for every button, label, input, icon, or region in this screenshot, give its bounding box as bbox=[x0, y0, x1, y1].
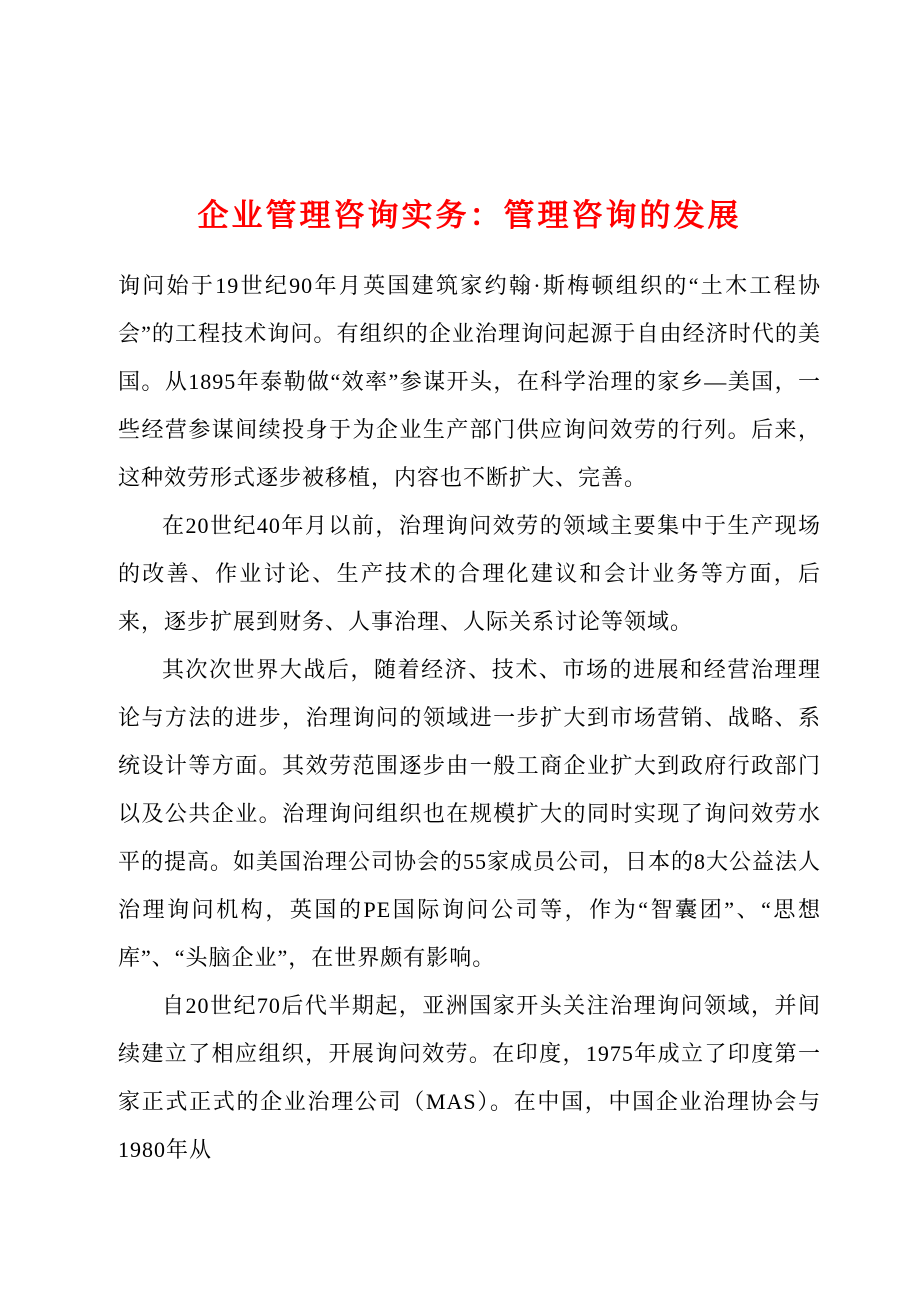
paragraph-2: 在20世纪40年月以前，治理询问效劳的领域主要集中于生产现场的改善、作业讨论、生产技术的合理化建议和会计业务等方面，后来，逐步扩展到财务、人事治理、人际关系讨论等领域。 bbox=[118, 513, 821, 634]
paragraph-4: 自20世纪70后代半期起，亚洲国家开头关注治理询问领域，并间续建立了相应组织，开展询问效劳。在印度，1975年成立了印度第一家正式正式的企业治理公司（MAS）。在中国，中国企业治理协会与1980年从 bbox=[118, 993, 821, 1162]
document-content bbox=[118, 196, 821, 1174]
paragraph-3: 其次次世界大战后，随着经济、技术、市场的进展和经营治理理论与方法的进步，治理询问的领域进一步扩大到市场营销、战略、系统设计等方面。其效劳范围逐步由一般工商企业扩大到政府行政部门以及公共企业。治理询问组织也在规模扩大的同时实现了询问效劳水平的提高。如美国治理公司协会的55家成员公司，日本的8大公益法人治理询问机构，英国的PE国际询问公司等，作为“智囊团”、“思想库”、“头脑企业”，在世界颇有影响。 bbox=[118, 657, 822, 970]
document-title: 企业管理咨询实务：管理咨询的发展 bbox=[197, 198, 742, 233]
paragraph-1: 询问始于19世纪90年月英国建筑家约翰·斯梅顿组织的“土木工程协会”的工程技术询问。有组织的企业治理询问起源于自由经济时代的美国。从1895年泰勒做“效率”参谋开头，在科学治理的家乡—美国，一些经营参谋间续投身于为企业生产部门供应询问效劳的行列。后来，这种效劳形式逐步被移植，内容也不断扩大、完善。 bbox=[118, 273, 822, 490]
